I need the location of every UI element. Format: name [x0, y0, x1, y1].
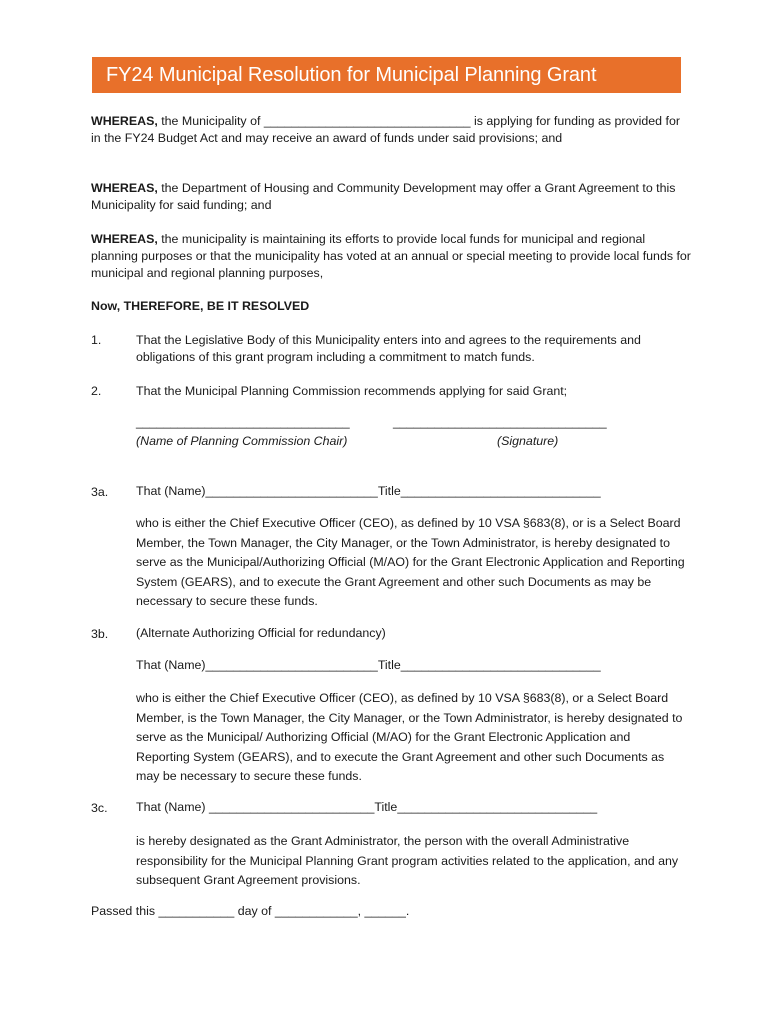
item-3c-name-title-line[interactable]: That (Name) ________________________Title_____________________________ — [136, 800, 598, 814]
document-title: FY24 Municipal Resolution for Municipal Planning Grant — [106, 63, 597, 86]
whereas-text: the Municipality of ______________________________ is applying for funding as provided for in the FY24 Budget Act and may receive an award of funds under said provisions; and — [91, 114, 680, 145]
item-2-text: That the Municipal Planning Commission recommends applying for said Grant; — [136, 384, 568, 398]
item-1-number: 1. — [91, 333, 102, 347]
whereas-clause-1 — [91, 113, 691, 147]
item-3b-heading: (Alternate Authorizing Official for redundancy) — [136, 626, 386, 640]
whereas-lead: WHEREAS, — [91, 232, 158, 246]
item-3c-text: is hereby designated as the Grant Administrator, the person with the overall Administrative responsibility for the Municipal Planning Grant program activities related to the application, and any subsequent Grant Agreement provisions. — [136, 834, 679, 887]
whereas-clause-2 — [91, 180, 691, 214]
whereas-lead: WHEREAS, — [91, 114, 158, 128]
item-3a-text: who is either the Chief Executive Officer (CEO), as defined by 10 VSA §683(8), or is a Select Board Member, the Town Manager, the City Manager, or the Town Administrator, is hereby designated to serve as the Municipal/Authorizing Official (M/AO) for the Grant Electronic Application and Reporting System (GEARS), and to execute the Grant Agreement and other such Documents as may be necessary to secure these funds. — [136, 516, 685, 608]
signature-label: (Signature) — [497, 434, 559, 448]
item-3b-number: 3b. — [91, 627, 109, 641]
whereas-text: the Department of Housing and Community Development may offer a Grant Agreement to this Municipality for said funding; and — [91, 181, 676, 212]
item-3c-number: 3c. — [91, 801, 108, 815]
item-3a-name-title-line[interactable]: That (Name)_________________________Title_____________________________ — [136, 484, 601, 498]
passed-date-line[interactable]: Passed this ___________ day of ____________, ______. — [91, 904, 410, 918]
title-banner — [92, 57, 681, 93]
whereas-clause-3 — [91, 231, 691, 282]
whereas-text: the municipality is maintaining its efforts to provide local funds for municipal and regional planning purposes or that the municipality has voted at an annual or special meeting to provide local funds for municipal and regional planning purposes, — [91, 232, 691, 280]
item-3a-number: 3a. — [91, 485, 109, 499]
item-1-text: That the Legislative Body of this Municipality enters into and agrees to the requirements and obligations of this grant program including a commitment to match funds. — [136, 333, 641, 364]
chair-name-label: (Name of Planning Commission Chair) — [136, 434, 348, 448]
item-3b-text: who is either the Chief Executive Officer (CEO), as defined by 10 VSA §683(8), or a Select Board Member, is the Town Manager, the City Manager, or the Town Administrator, is hereby designated to serve as the Municipal/ Authorizing Official (M/AO) for the Grant Electronic Application and Reporting System (GEARS), and to execute the Grant Agreement and other such Documents as may be necessary to secure these funds. — [136, 691, 683, 783]
whereas-lead: WHEREAS, — [91, 181, 158, 195]
signature-field[interactable]: _______________________________ — [393, 415, 607, 429]
resolved-heading: Now, THEREFORE, BE IT RESOLVED — [91, 299, 310, 313]
item-3b-name-title-line[interactable]: That (Name)_________________________Title_____________________________ — [136, 658, 601, 672]
chair-name-field[interactable]: _______________________________ — [136, 415, 350, 429]
item-2-number: 2. — [91, 384, 102, 398]
